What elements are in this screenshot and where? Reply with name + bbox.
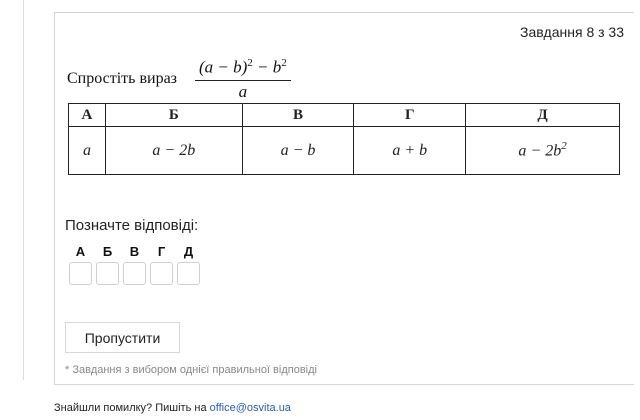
page-divider-line [23, 0, 24, 380]
choice-checkbox-d[interactable] [177, 262, 200, 285]
question-label: Спростіть вираз [67, 70, 177, 88]
choice-b [94, 244, 121, 285]
header-a: А [69, 104, 106, 127]
choice-letter-h: Г [157, 244, 166, 259]
header-h: Г [354, 104, 466, 127]
choice-letter-d: Д [183, 244, 194, 259]
fraction-numerator: $(a - b)^2 - b^2$ [195, 57, 291, 81]
expression-fraction [195, 57, 291, 102]
choice-d [175, 244, 202, 285]
table-row [69, 127, 620, 175]
option-d: $a - 2b^2$ [466, 127, 620, 175]
answer-choices [67, 244, 202, 285]
option-b: a − 2b [105, 127, 242, 175]
choice-letter-v: В [129, 244, 140, 259]
choice-v [121, 244, 148, 285]
header-v: В [242, 104, 354, 127]
table-header-row [69, 104, 620, 127]
choice-a [67, 244, 94, 285]
choice-checkbox-v[interactable] [123, 262, 146, 285]
question [67, 57, 291, 102]
task-counter: Завдання 8 з 33 [520, 24, 624, 40]
skip-button[interactable]: Пропустити [65, 322, 180, 353]
header-d: Д [466, 104, 620, 127]
answer-options-table [68, 103, 620, 175]
option-v: a − b [242, 127, 354, 175]
choice-checkbox-a[interactable] [69, 262, 92, 285]
option-a: a [69, 127, 106, 175]
footer-text: Знайшли помилку? Пишіть на [54, 402, 210, 414]
choice-letter-a: А [75, 244, 86, 259]
footer-email-link[interactable]: office@osvita.ua [209, 402, 291, 414]
fraction-denominator: a [238, 81, 248, 101]
choice-letter-b: Б [102, 244, 113, 259]
choice-checkbox-b[interactable] [96, 262, 119, 285]
task-card [54, 12, 634, 385]
answer-prompt: Позначте відповіді: [65, 217, 199, 234]
header-b: Б [105, 104, 242, 127]
task-type-note: * Завдання з вибором однієї правильної відповіді [65, 364, 317, 376]
choice-checkbox-h[interactable] [150, 262, 173, 285]
footer [54, 402, 291, 414]
choice-h [148, 244, 175, 285]
option-h: a + b [354, 127, 466, 175]
